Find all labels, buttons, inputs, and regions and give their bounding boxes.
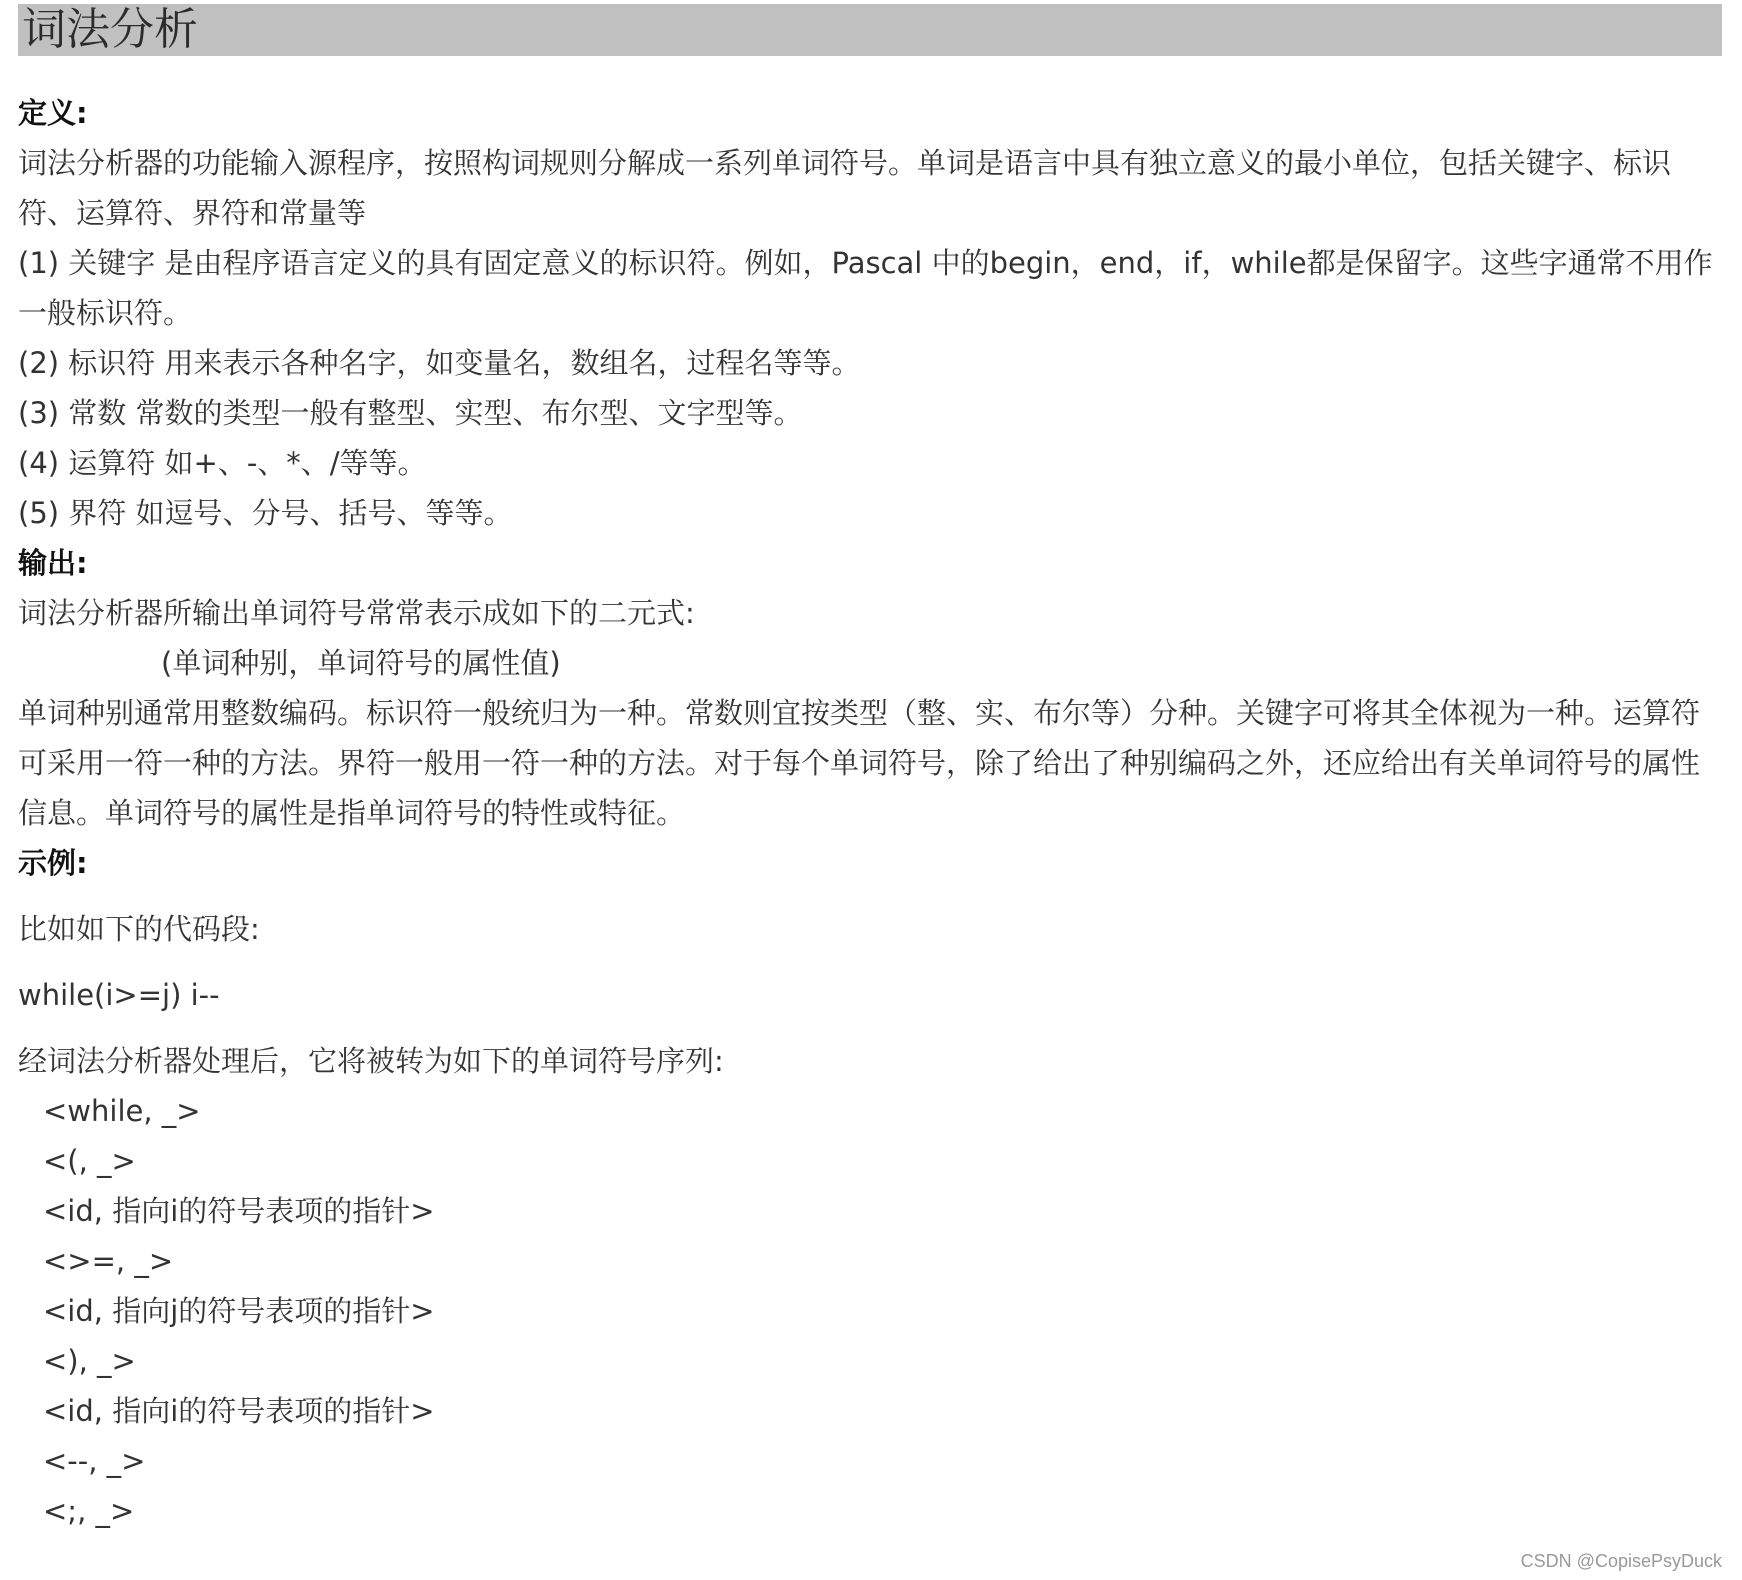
- definition-item: (5) 界符 如逗号、分号、括号、等等。: [18, 496, 513, 530]
- spacer: [18, 954, 1722, 970]
- example-heading: 示例:: [18, 846, 88, 880]
- token-list: [18, 1086, 1722, 1536]
- definition-item: (1) 关键字 是由程序语言定义的具有固定意义的标识符。例如，Pascal 中的begin，end，if，while都是保留字。这些字通常不用作一般标识符。: [18, 246, 1713, 330]
- output-heading: 输出:: [18, 546, 88, 580]
- output-paragraph: 单词种别通常用整数编码。标识符一般统归为一种。常数则宜按类型（整、实、布尔等）分种。关键字可将其全体视为一种。运算符可采用一符一种的方法。界符一般用一符一种的方法。对于每个单词符号，除了给出了种别编码之外，还应给出有关单词符号的属性信息。单词符号的属性是指单词符号的特性或特征。: [18, 696, 1701, 830]
- token-item: <id, 指向i的符号表项的指针>: [43, 1394, 435, 1428]
- example-intro: 比如如下的代码段:: [18, 912, 260, 946]
- example-code: while(i>=j) i--: [18, 978, 220, 1012]
- definition-item: (2) 标识符 用来表示各种名字，如变量名，数组名，过程名等等。: [18, 346, 861, 380]
- output-intro: 词法分析器所输出单词符号常常表示成如下的二元式:: [18, 596, 695, 630]
- definition-heading: 定义:: [18, 96, 88, 130]
- spacer: [18, 1020, 1722, 1036]
- token-item: <>=, _>: [43, 1244, 174, 1278]
- token-item: <id, 指向j的符号表项的指针>: [43, 1294, 435, 1328]
- output-formula: (单词种别，单词符号的属性值): [161, 646, 561, 680]
- example-after: 经词法分析器处理后，它将被转为如下的单词符号序列:: [18, 1044, 724, 1078]
- watermark: CSDN @CopisePsyDuck: [1520, 1551, 1722, 1571]
- spacer: [18, 888, 1722, 904]
- definition-item: (3) 常数 常数的类型一般有整型、实型、布尔型、文字型等。: [18, 396, 803, 430]
- token-item: <while, _>: [43, 1094, 201, 1128]
- token-item: <;, _>: [43, 1494, 135, 1528]
- title-banner: [18, 4, 1722, 56]
- token-item: <), _>: [43, 1344, 136, 1378]
- definition-item: (4) 运算符 如+、-、*、/等等。: [18, 446, 427, 480]
- token-item: <(, _>: [43, 1144, 136, 1178]
- page-title: 词法分析: [22, 4, 198, 55]
- token-item: <id, 指向i的符号表项的指针>: [43, 1194, 435, 1228]
- token-item: <--, _>: [43, 1444, 146, 1478]
- definition-paragraph: 词法分析器的功能输入源程序，按照构词规则分解成一系列单词符号。单词是语言中具有独立意义的最小单位，包括关键字、标识符、运算符、界符和常量等: [18, 146, 1672, 230]
- document-content: [18, 88, 1722, 1536]
